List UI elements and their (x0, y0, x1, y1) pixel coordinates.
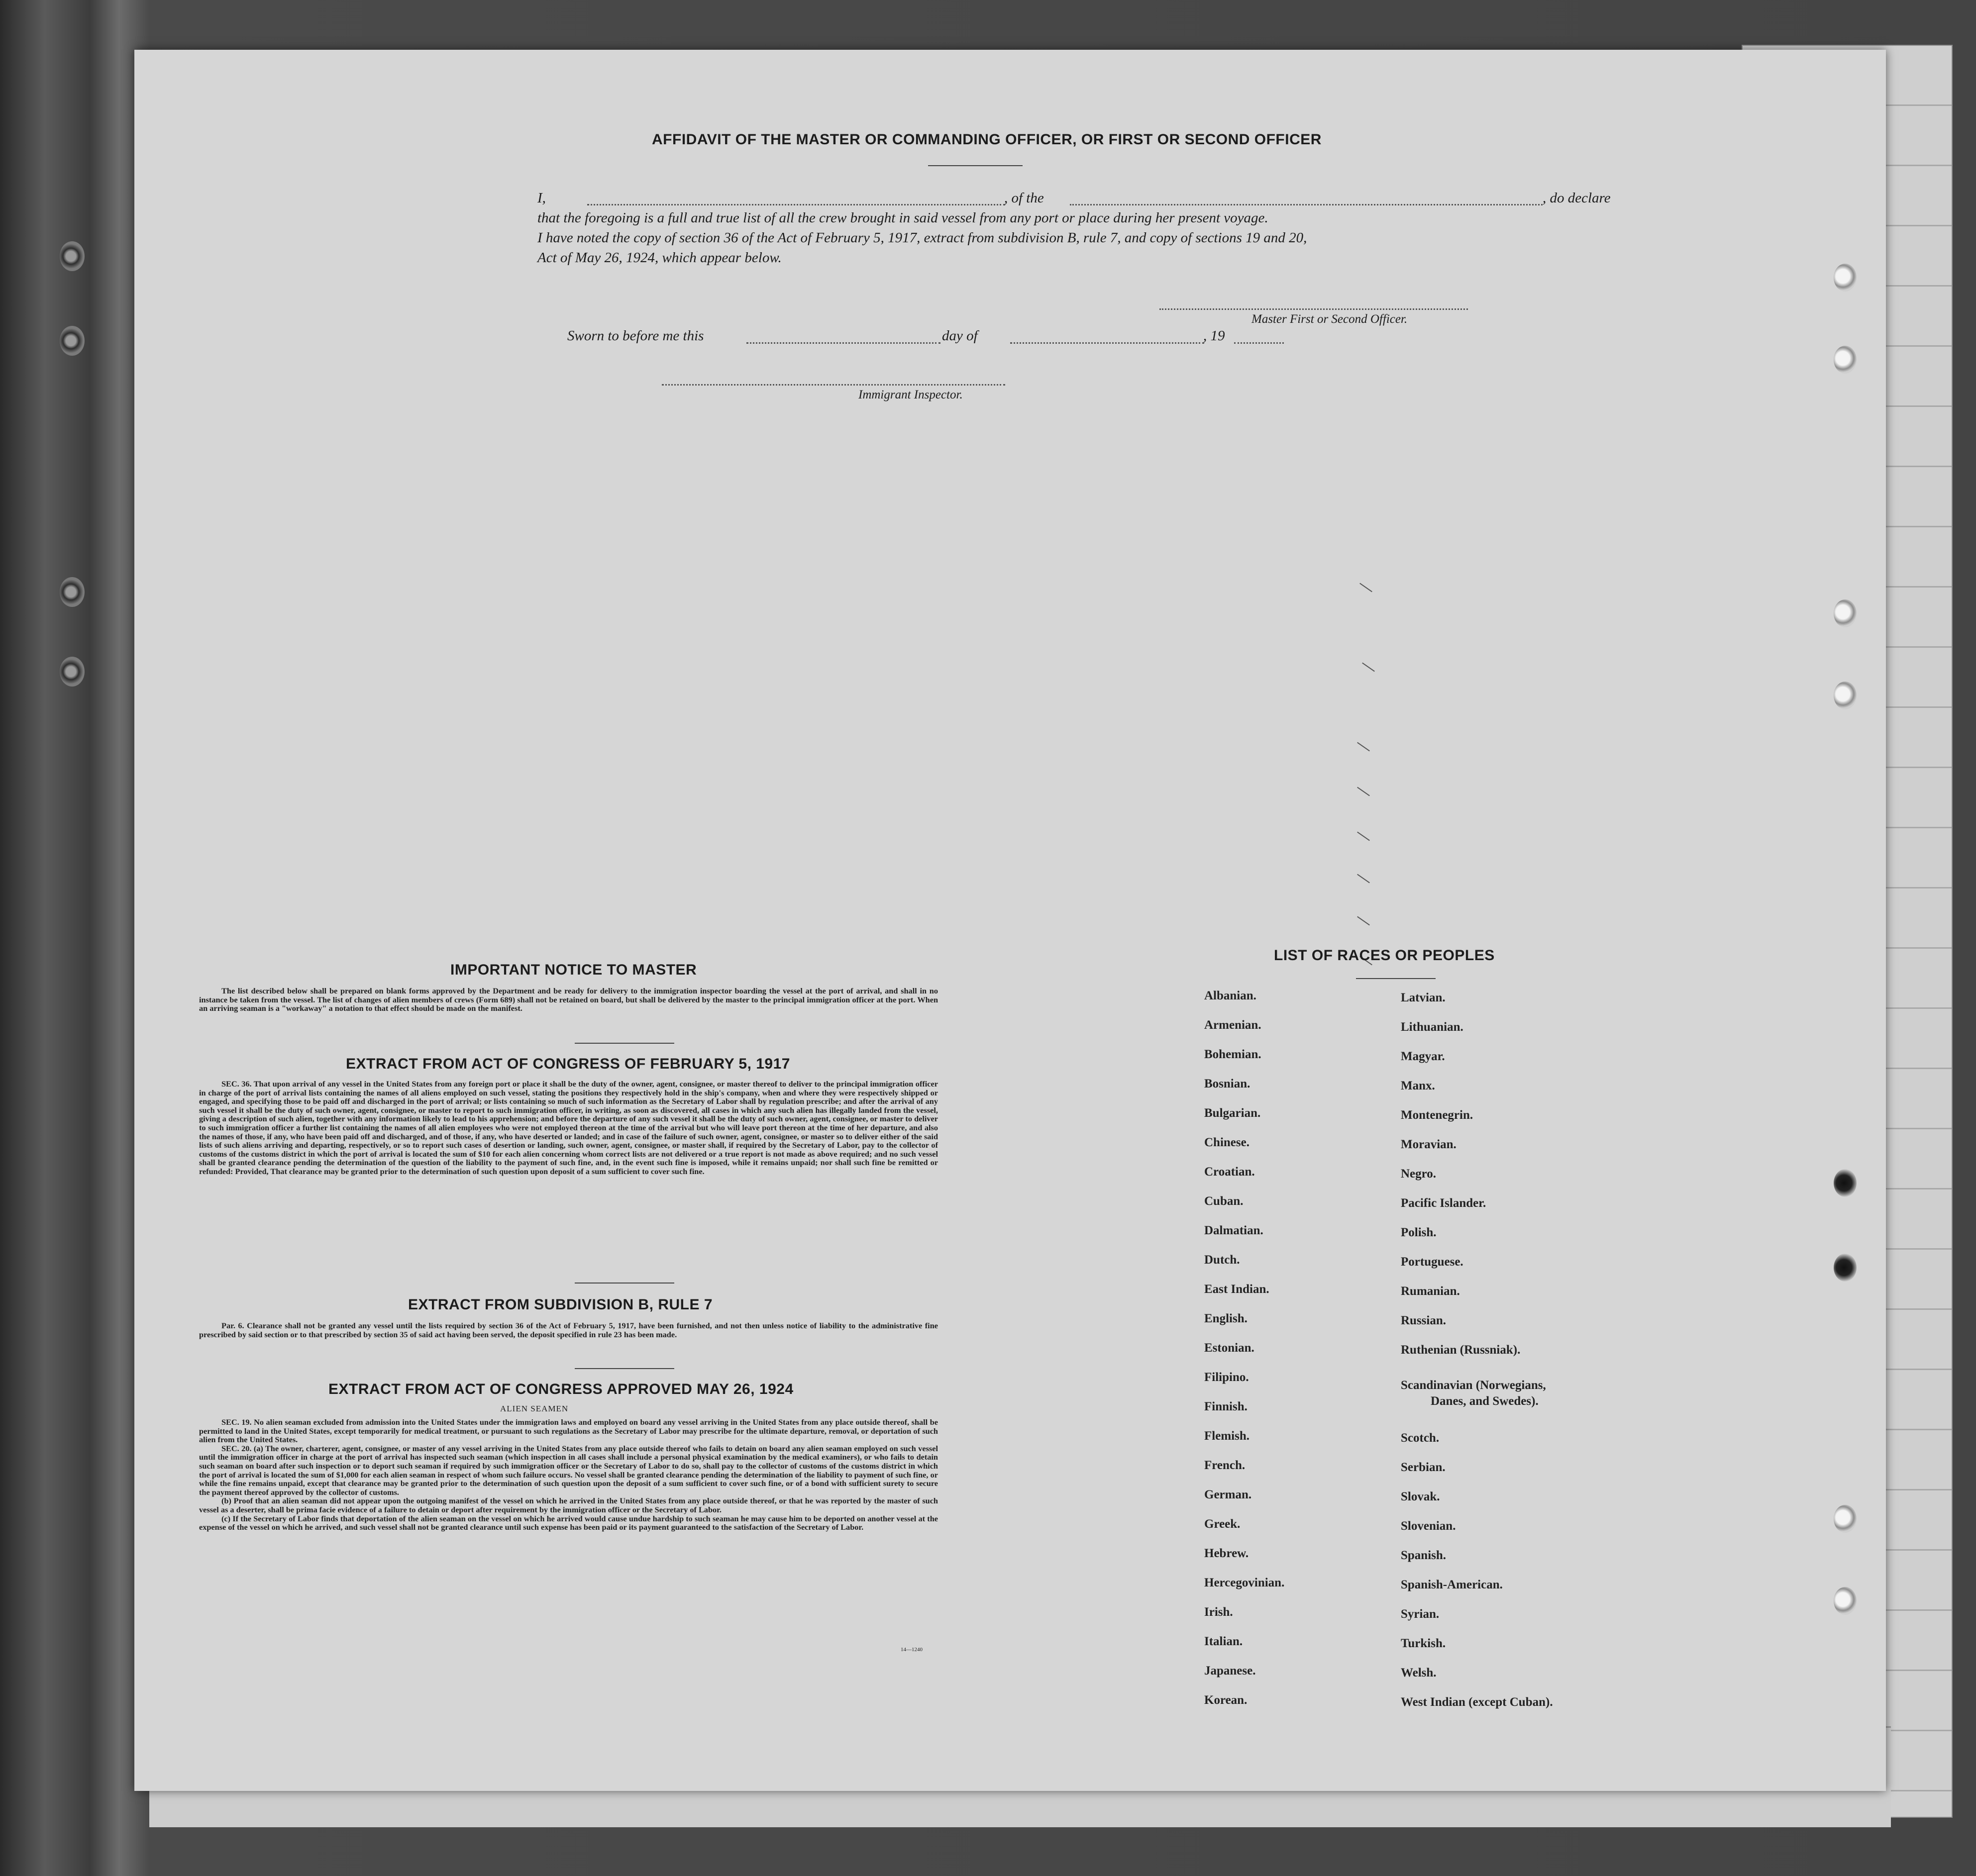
sworn-text-a: Sworn to before me this (567, 328, 704, 344)
notice-paragraph: The list described below shall be prepared on blank forms approved by the Department and be ready for delivery to the immigration inspector boarding the vessel at the port of arrival, and shall in no instance be taken from the vessel. The list of changes of alien members of crews (Form 689) shall not be retained on board, but shall be delivered by the master to the principal immigration officer at the port. When an arriving seaman is a "workaway" a notation to that effect should be made on the manifest. (199, 986, 938, 1013)
extract-1924-title: EXTRACT FROM ACT OF CONGRESS APPROVED MAY 26, 1924 (328, 1381, 794, 1397)
affidavit-line-3: I have noted the copy of section 36 of the Act of February 5, 1917, extract from subdivision B, rule 7, and copy of sections 19 and 20, (537, 230, 1307, 246)
punch-hole (1834, 599, 1857, 627)
section-rule (575, 1368, 674, 1369)
stray-mark (1357, 742, 1370, 752)
manifest-sheet (134, 50, 1886, 1791)
punch-hole (1834, 1254, 1857, 1282)
stray-mark (1357, 787, 1370, 796)
stray-mark (1362, 663, 1375, 672)
race-item: Portuguese. (1401, 1255, 1463, 1269)
race-item: Croatian. (1204, 1165, 1255, 1179)
sec36-paragraph: SEC. 36. That upon arrival of any vessel in the United States from any foreign port or place it shall be the duty of the owner, agent, consignee, or master thereof to deliver to the principal immigration officer in charge of the port of arrival lists containing the names of all aliens employed on such vessel, stating the positions they respectively hold in the ship's company, when and where they were respectively shipped or engaged, and specifying those to be paid off and discharged in the port of arrival; or lists containing so much of such information as the Secretary of Labor shall by regulation prescribe; and after the arrival of any such vessel it shall be the duty of such owner, agent, consignee, or master to report to such immigration officer, in writing, as soon as discovered, all cases in which any such alien has illegally landed from the vessel, giving a description of such alien, together with any information likely to lead to his apprehension; and before the departure of any such vessel it shall be the duty of such owner, agent, consignee, or master to deliver to such immigration officer a further list containing the names of all alien employees who were not employed thereon at the time of the arrival but who will leave port thereon at the time of her departure, and also the names of those, if any, who have been paid off and discharged, and of those, if any, who have deserted or landed; and in case of the failure of such owner, agent, consignee, or master so to deliver either of the said lists of such aliens arriving and departing, respectively, or so to report such cases of desertion or landing, such owner, agent, consignee, or master shall, if required by the Secretary of Labor, pay to the collector of customs of the customs district in which the port of arrival is located the sum of $10 for each alien concerning whom correct lists are not delivered or a true report is not made as above required; and no such vessel shall be granted clearance pending the determination of the question of the liability to the payment of such fine, and, in the event such fine is imposed, while it remains unpaid; nor shall such fine be remitted or refunded: Provided, That clearance may be granted prior to the determination of such question upon deposit of a sum sufficient to cover such fine. (199, 1079, 938, 1176)
race-item: Spanish-American. (1401, 1578, 1503, 1591)
race-item: Welsh. (1401, 1666, 1437, 1679)
race-item: Hercegovinian. (1204, 1576, 1285, 1589)
race-item: Armenian. (1204, 1018, 1261, 1032)
title-rule (928, 165, 1023, 166)
race-item: Cuban. (1204, 1194, 1244, 1208)
race-item: Negro. (1401, 1167, 1437, 1181)
race-item: East Indian. (1204, 1283, 1269, 1296)
subdivision-b-title: EXTRACT FROM SUBDIVISION B, RULE 7 (408, 1296, 713, 1313)
affidavit-title: AFFIDAVIT OF THE MASTER OR COMMANDING OFFICER, OR FIRST OR SECOND OFFICER (652, 131, 1322, 148)
race-item: Spanish. (1401, 1549, 1447, 1562)
race-item: Danes, and Swedes). (1431, 1394, 1539, 1408)
affidavit-line-1c: , do declare (1543, 190, 1611, 206)
sworn-text-c: , 19 (1203, 328, 1225, 344)
race-item: Rumanian. (1401, 1284, 1460, 1298)
punch-hole (1834, 1587, 1857, 1615)
race-item: Lithuanian. (1401, 1020, 1463, 1034)
race-item: Moravian. (1401, 1138, 1456, 1151)
vessel-blank (1070, 204, 1543, 205)
alien-seamen-subtitle: ALIEN SEAMEN (500, 1404, 569, 1413)
affidavit-line-1a: I, (537, 190, 546, 206)
binder-hole (60, 326, 85, 356)
race-item: Slovak. (1401, 1490, 1440, 1503)
race-item: Flemish. (1204, 1429, 1249, 1443)
race-item: German. (1204, 1488, 1252, 1501)
sworn-text-b: day of (942, 328, 978, 344)
sworn-day-blank (746, 342, 940, 344)
inspector-signature-line (662, 384, 1005, 386)
race-item: Albanian. (1204, 989, 1256, 1002)
stray-mark (1357, 832, 1370, 841)
race-item: Russian. (1401, 1314, 1447, 1327)
master-signature-line (1159, 308, 1468, 310)
punch-hole (1834, 264, 1857, 292)
race-item: Chinese. (1204, 1136, 1249, 1149)
race-item: Greek. (1204, 1517, 1241, 1531)
sworn-year-blank (1234, 342, 1284, 344)
race-item: Turkish. (1401, 1637, 1446, 1650)
sworn-month-blank (1010, 342, 1204, 344)
punch-hole (1834, 346, 1857, 374)
binder-hole (60, 657, 85, 687)
race-item: Polish. (1401, 1226, 1437, 1239)
race-item: Dalmatian. (1204, 1224, 1263, 1237)
stray-mark (1357, 874, 1370, 884)
race-item: Scandinavian (Norwegians, (1401, 1379, 1546, 1392)
stray-mark (1357, 916, 1370, 926)
race-item: English. (1204, 1312, 1248, 1325)
extract-1917-body (199, 1080, 938, 1176)
section-rule (575, 1043, 674, 1044)
race-item: Manx. (1401, 1079, 1435, 1092)
race-item: Scotch. (1401, 1431, 1440, 1445)
race-item: Serbian. (1401, 1461, 1446, 1474)
race-item: Estonian. (1204, 1341, 1254, 1355)
race-item: Hebrew. (1204, 1547, 1249, 1560)
races-rule (1356, 978, 1436, 979)
race-item: Bohemian. (1204, 1048, 1261, 1061)
form-number: 14—1240 (901, 1647, 923, 1653)
race-item: Japanese. (1204, 1664, 1256, 1678)
binder-hole (60, 241, 85, 271)
race-item: Bulgarian. (1204, 1106, 1261, 1120)
race-item: Irish. (1204, 1605, 1233, 1619)
inspector-caption: Immigrant Inspector. (858, 388, 963, 401)
subdivision-b-body (199, 1321, 938, 1339)
sec19-paragraph: SEC. 19. No alien seaman excluded from admission into the United States under the immigration laws and employed on board any vessel arriving in the United States from any place outside thereof, shall be permitted to land in the United States, except temporarily for medical treatment, or pursuant to such regulations as the Secretary of Labor may prescribe for the ultimate departure, removal, or deportation of such alien from the United States. (199, 1417, 938, 1445)
affidavit-line-2: that the foregoing is a full and true list of all the crew brought in said vessel from any port or place during her present voyage. (537, 210, 1268, 226)
race-item: Magyar. (1401, 1050, 1445, 1063)
sec20b-paragraph: (b) Proof that an alien seaman did not appear upon the outgoing manifest of the vessel on which he arrived in the United States from any place outside thereof, or that he was reported by the master of such vessel as a deserter, shall be prima facie evidence of a failure to detain or deport after requirement by the immigration officer or the Secretary of Labor. (199, 1496, 938, 1514)
stray-mark (1359, 583, 1372, 592)
race-item: Italian. (1204, 1635, 1243, 1648)
race-item: Syrian. (1401, 1607, 1440, 1621)
race-item: Ruthenian (Russniak). (1401, 1343, 1521, 1357)
race-item: Dutch. (1204, 1253, 1240, 1267)
punch-hole (1834, 1505, 1857, 1533)
race-item: Montenegrin. (1401, 1108, 1473, 1122)
par6-paragraph: Par. 6. Clearance shall not be granted any vessel until the lists required by section 36 of the Act of February 5, 1917, have been furnished, and not then unless notice of liability to the administrative fine prescribed by said section or to that prescribed by section 35 of said act having been served, the deposit specified in rule 23 has been made. (199, 1321, 938, 1339)
name-blank (587, 204, 1005, 205)
race-item: Finnish. (1204, 1400, 1248, 1413)
punch-hole (1834, 1169, 1857, 1197)
binder-hole (60, 577, 85, 607)
master-caption: Master First or Second Officer. (1251, 312, 1408, 326)
race-item: Korean. (1204, 1693, 1248, 1707)
notice-body (199, 987, 938, 1013)
race-item: West Indian (except Cuban). (1401, 1695, 1553, 1709)
race-item: Filipino. (1204, 1371, 1249, 1384)
sec20a-paragraph: SEC. 20. (a) The owner, charterer, agent, consignee, or master of any vessel arriving in the United States from any place outside thereof who fails to detain on board any alien seaman employed on such vessel until the immigration officer in charge at the port of arrival has inspected such seaman (which inspection in all cases shall include a personal physical examination by the medical examiners), or who fails to detain such seaman on board after such inspection or to deport such seaman if required by such immigration officer or the Secretary of Labor to do so, shall pay to the collector of customs of the customs district in which the port of arrival is located the sum of $1,000 for each alien seaman in respect of whom such failure occurs. No vessel shall be granted clearance pending the determination of the liability to payment of such fine, or while the fine remains unpaid, except that clearance may be granted prior to the determination of such question upon the deposit of a sum sufficient to cover such fine, or of a bond with sufficient surety to secure the payment thereof approved by the collector of customs. (199, 1443, 938, 1497)
notice-title: IMPORTANT NOTICE TO MASTER (450, 962, 697, 978)
extract-1917-title: EXTRACT FROM ACT OF CONGRESS OF FEBRUARY 5, 1917 (346, 1056, 790, 1072)
races-title: LIST OF RACES OR PEOPLES (1274, 947, 1495, 964)
section-rule (575, 1283, 674, 1284)
sec20c-paragraph: (c) If the Secretary of Labor finds that deportation of the alien seaman on the vessel on which he arrived would cause undue hardship to such seaman he may cause him to be deported on another vessel at the expense of the vessel on which he arrived, and such vessel shall not be granted clearance until such expense has been paid or its payment guaranteed to the satisfaction of the Secretary of Labor. (199, 1513, 938, 1532)
race-item: Latvian. (1401, 991, 1446, 1004)
race-item: Slovenian. (1401, 1519, 1456, 1533)
race-item: French. (1204, 1459, 1246, 1472)
affidavit-line-4: Act of May 26, 1924, which appear below. (537, 250, 782, 266)
extract-1924-body (199, 1418, 938, 1532)
affidavit-line-1b: , of the (1004, 190, 1044, 206)
race-item: Bosnian. (1204, 1077, 1250, 1090)
punch-hole (1834, 682, 1857, 709)
race-item: Pacific Islander. (1401, 1196, 1486, 1210)
